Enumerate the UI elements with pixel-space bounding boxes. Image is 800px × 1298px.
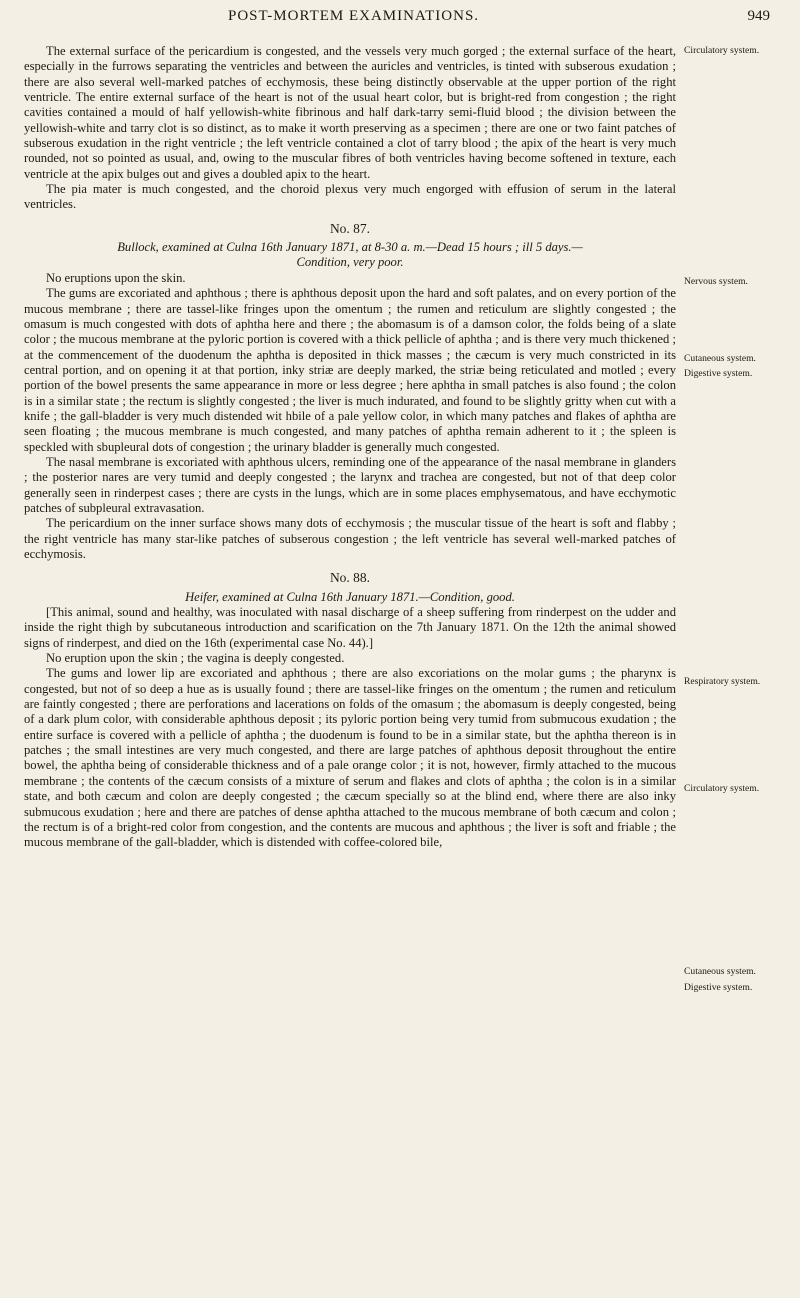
- paragraph: The pia mater is much congested, and the choroid plexus very much engorged with effusion of serum in the lateral ventricles.: [24, 182, 676, 212]
- case-number: No. 87.: [329, 220, 371, 236]
- margin-note: Digestive system.: [684, 368, 753, 379]
- main-text: [24, 44, 676, 851]
- case-heading: Heifer, examined at Culna 16th January 1871.—Condition, good.: [185, 589, 515, 604]
- paragraph: [This animal, sound and healthy, was inoculated with nasal discharge of a sheep suffering from rinderpest on the udder and inside the right thigh by subcutaneous introduction and scarification on the 7th January 1871. On the 12th the animal showed signs of rinderpest, and died on the 16th (experimental case No. 44).]: [24, 605, 676, 650]
- case-heading: Bullock, examined at Culna 16th January 1871, at 8-30 a. m.—Dead 15 hours ; ill 5 days.—: [117, 240, 583, 255]
- paragraph: The pericardium on the inner surface shows many dots of ecchymosis ; the muscular tissue of the heart is soft and flabby ; the right ventricle has many star-like patches of subserous congestion ; the left ventricle has several well-marked patches of ecchymosis.: [24, 516, 676, 561]
- case-number: No. 88.: [329, 570, 371, 586]
- margin-note: Digestive system.: [684, 982, 753, 993]
- running-title: POST-MORTEM EXAMINATIONS.: [228, 8, 480, 24]
- paragraph: No eruptions upon the skin.: [46, 270, 186, 285]
- paragraph: The gums are excoriated and aphthous ; there is aphthous deposit upon the hard and soft palates, and on every portion of the mucous membrane ; there are tassel-like fringes upon the omentum ; the rumen and reticulum are slightly congested ; the omasum is much congested with dots of aphtha here and there ; the abomasum is of a damson color, the folds being of a slate color ; the mucous membrane at the pyloric portion is covered with a thick pellicle of aphtha ; and is there very much thickened ; at the commencement of the duodenum the aphtha is deposited in thick masses ; the cæcum is very much constricted in its central portion, and on opening it at that portion, inky striæ are deeply marked, the striæ being reticulated and motled ; every portion of the bowel presents the same appearance in more or less degree ; here aphtha in small patches is also found ; the colon is in a similar state ; the rectum is slightly congested ; the liver is much indurated, and found to be slightly gritty when cut with a knife ; the gall-bladder is very much distended wit hbile of a pale yellow color, in which many patches and flakes of aphtha are seen floating ; the mucous membrane is much congested, and many patches of aphtha remain adherent to it ; the spleen is speckled with sbupleural dots of congestion ; the urinary bladder is generally much congested.: [24, 286, 676, 454]
- paragraph: The external surface of the pericardium is congested, and the vessels very much gorged ; the external surface of the heart, especially in the furrows separating the ventricles and between the auricles and ventricles, is tinted with subserous exudation ; there are also several well-marked patches of ecchymosis, these being distinctly observable at the upper portion of the right ventricle. The entire external surface of the heart is not of the usual heart color, but is bright-red from congestion ; the right cavities contained a mould of half yellowish-white fibrinous and half dark-tarry semi-fluid blood ; the division between the yellowish-white and tarry clot is so distinct, as to make it worth preserving as a specimen ; there are one or two faint patches of subserous exudation in the right ventricle ; the left ventricle contained a clot of tarry blood ; the apix of the heart is very much rounded, not so pointed as usual, and, owing to the muscular fibres of both ventricles having become softened in texture, each ventricle at the apix bulges out and gives a doubled apix to the heart.: [24, 44, 676, 181]
- page-header: [0, 8, 800, 32]
- margin-note: Respiratory system.: [684, 676, 761, 687]
- case-condition: Condition, very poor.: [296, 255, 404, 270]
- margin-note: Nervous system.: [684, 276, 748, 287]
- margin-note: Cutaneous system.: [684, 353, 756, 364]
- paragraph: The nasal membrane is excoriated with aphthous ulcers, reminding one of the appearance of the nasal membrane in glanders ; the posterior nares are very tumid and deeply congested ; the larynx and trachea are congested, but not of that deep color generally seen in rinderpest cases ; there are cysts in the lungs, which are in some places emphysematous, and have ecchymotic patches of subpleural extravasation.: [24, 454, 676, 515]
- paragraph: No eruption upon the skin ; the vagina is deeply congested.: [46, 651, 345, 666]
- paragraph: The gums and lower lip are excoriated and aphthous ; there are also excoriations on the molar gums ; the pharynx is congested, but not of so deep a hue as is usually found ; there are tassel-like fringes on the omentum ; the rumen and reticulum are faintly congested ; there are perforations and lacerations on folds of the omasum ; the abomasum is deeply congested, being of a dark plum color, with considerable aphthous deposit ; its pyloric portion being very tumid from submucous exudation ; the entire surface is covered with a pellicle of aphtha ; the duodenum is found to be in a similar state, but the aphtha thereon is in patches ; the small intestines are very much congested, and there are large patches of aphthous deposit throughout the entire bowel, the aphtha being of considerable thickness and of a pale orange color ; it is not, however, firmly attached to the mucous membrane ; the contents of the cæcum consists of a mixture of serum and flakes and clots of aphtha ; the colon is in a similar state, and both cæcum and colon are deeply congested ; the cæcum specially so at the blind end, where there are also inky submucous exudation ; here and there are patches of dense aphtha attached to the mucous membrane of both cæcum and colon ; the rectum is of a bright-red color from congestion, and the contents are mucous and aphthous ; the liver is soft and friable ; the mucous membrane of the gall-bladder, which is distended with coffee-colored bile,: [24, 666, 676, 850]
- margin-note: Circulatory system.: [684, 45, 760, 56]
- margin-note: Circulatory system.: [684, 783, 760, 794]
- page-number: 949: [747, 8, 770, 24]
- margin-note: Cutaneous system.: [684, 966, 756, 977]
